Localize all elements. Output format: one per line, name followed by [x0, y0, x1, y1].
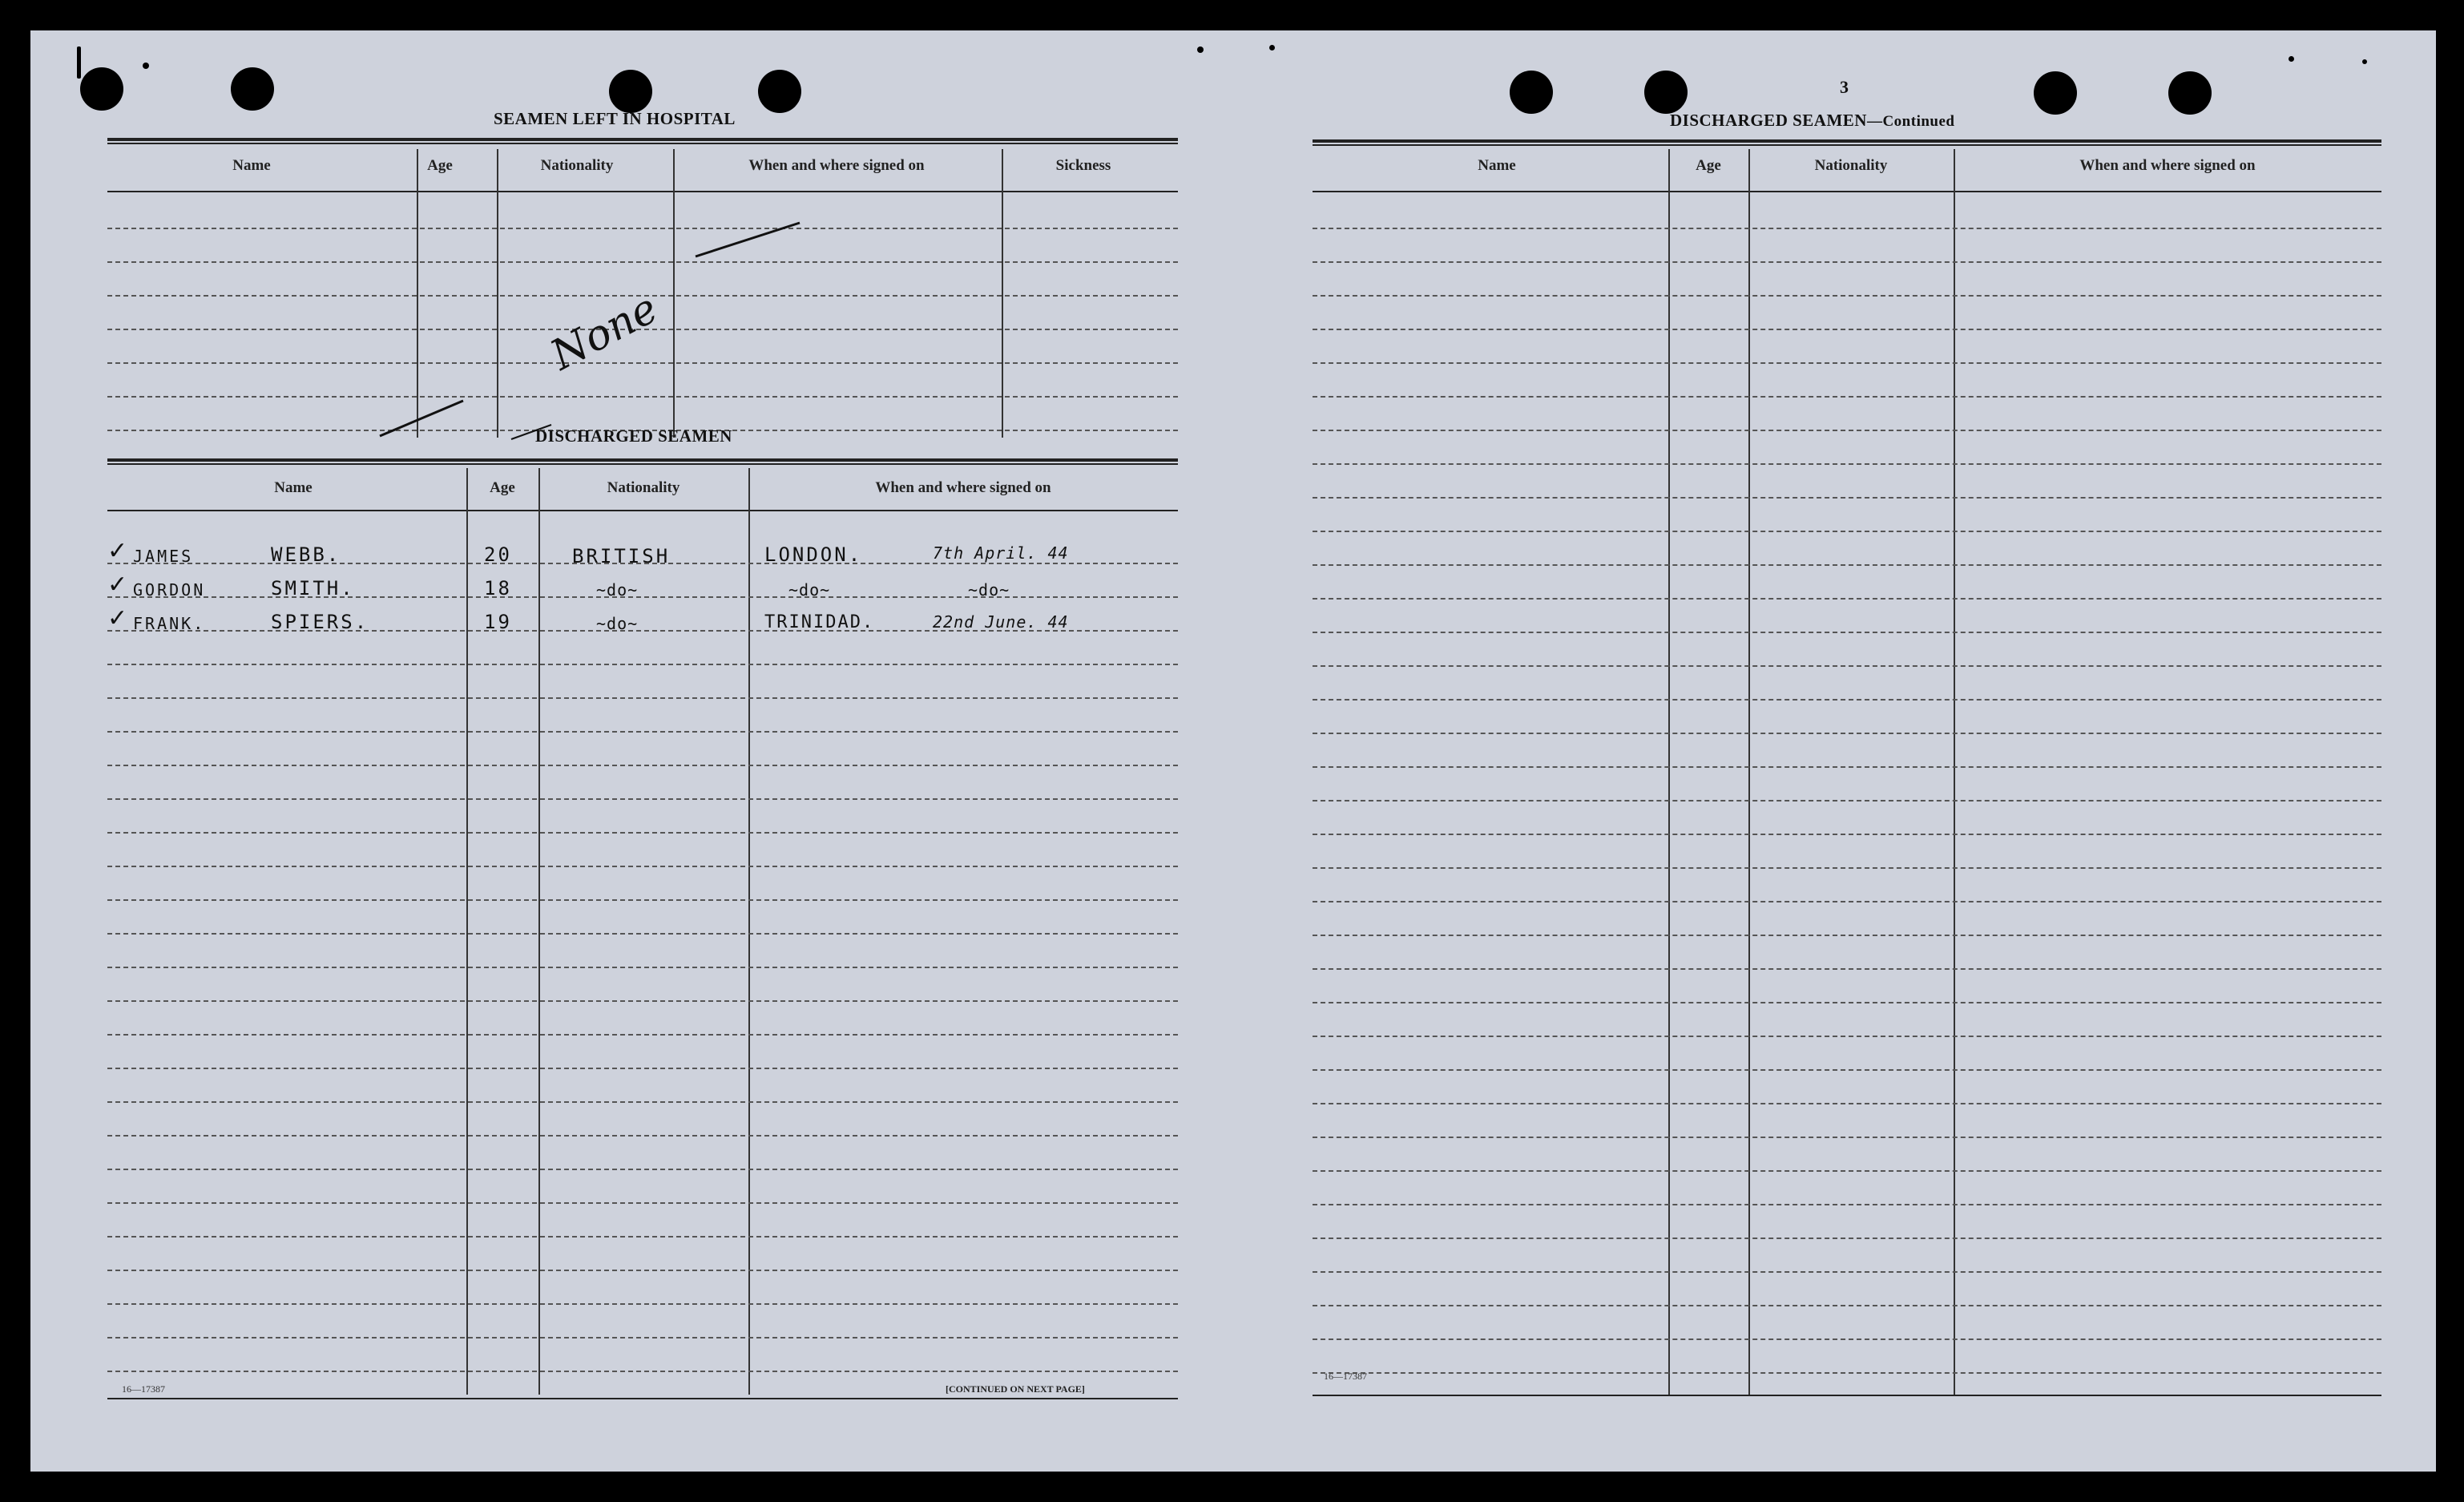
hospital-top-rule-thin — [107, 143, 1178, 144]
punch-hole — [2034, 71, 2077, 115]
right-section-title-main: DISCHARGED SEAMEN — [1670, 111, 1867, 130]
right-row-rule — [1313, 1305, 2381, 1306]
right-row-rule — [1313, 329, 2381, 330]
continued-note: [CONTINUED ON NEXT PAGE] — [946, 1383, 1085, 1395]
right-row-rule — [1313, 834, 2381, 835]
hospital-col-divider — [1002, 149, 1003, 438]
row-check-mark: ✓ — [107, 538, 128, 564]
right-row-rule — [1313, 901, 2381, 902]
seaman-age: 20 — [484, 543, 512, 566]
right-row-rule — [1313, 935, 2381, 936]
discharged-col-name: Name — [274, 479, 313, 496]
ink-speck — [2362, 59, 2367, 64]
discharged-bottom-rule — [107, 1398, 1178, 1399]
right-row-rule — [1313, 497, 2381, 499]
right-row-rule — [1313, 766, 2381, 768]
left-form-code: 16—17387 — [122, 1383, 165, 1395]
punch-hole — [80, 67, 123, 111]
discharged-header-rule — [107, 510, 1178, 511]
discharged-row-rule — [107, 1371, 1178, 1372]
discharged-row-rule — [107, 1068, 1178, 1069]
right-col-name: Name — [1478, 157, 1516, 174]
right-top-rule-thin — [1313, 144, 2381, 146]
seaman-signed-place: LONDON. — [764, 543, 863, 566]
seaman-age: 19 — [484, 611, 512, 633]
ledger-sheet — [30, 30, 2436, 1472]
seaman-nationality: ~do~ — [596, 580, 639, 600]
seaman-last-name: WEBB. — [271, 543, 341, 566]
right-row-rule — [1313, 228, 2381, 229]
discharged-row-rule — [107, 1135, 1178, 1137]
hospital-col-nationality: Nationality — [540, 157, 614, 174]
punch-hole — [231, 67, 274, 111]
discharged-row-rule — [107, 630, 1178, 632]
discharged-col-divider — [748, 468, 750, 1395]
discharged-row-rule — [107, 1270, 1178, 1271]
right-row-rule — [1313, 1338, 2381, 1340]
discharged-row-rule — [107, 765, 1178, 766]
discharged-col-divider — [466, 468, 468, 1395]
discharged-row-rule — [107, 832, 1178, 834]
seaman-last-name: SMITH. — [271, 577, 355, 600]
right-row-rule — [1313, 1036, 2381, 1037]
seaman-first-name: JAMES — [133, 547, 194, 566]
punch-hole — [609, 70, 652, 113]
seaman-nationality: BRITISH — [572, 545, 671, 567]
right-row-rule — [1313, 1372, 2381, 1374]
right-top-rule — [1313, 139, 2381, 143]
discharged-row-rule — [107, 866, 1178, 867]
discharged-col-age: Age — [490, 479, 515, 496]
discharged-section-title: DISCHARGED SEAMEN — [535, 426, 732, 446]
seaman-nationality: ~do~ — [596, 614, 639, 633]
discharged-row-rule — [107, 933, 1178, 935]
right-row-rule — [1313, 1002, 2381, 1003]
right-row-rule — [1313, 632, 2381, 633]
right-section-title — [1670, 111, 1954, 131]
row-check-mark: ✓ — [107, 605, 128, 632]
right-bottom-rule — [1313, 1395, 2381, 1396]
ink-speck — [143, 63, 149, 69]
discharged-row-rule — [107, 798, 1178, 800]
hospital-col-signed-on: When and where signed on — [748, 157, 925, 174]
ink-speck — [1197, 46, 1204, 53]
discharged-row-rule — [107, 1169, 1178, 1170]
discharged-row-rule — [107, 967, 1178, 968]
discharged-col-signed-on: When and where signed on — [875, 479, 1051, 496]
seaman-signed-date: ~do~ — [968, 580, 1010, 600]
right-row-rule — [1313, 396, 2381, 398]
row-check-mark: ✓ — [107, 571, 128, 598]
right-row-rule — [1313, 1103, 2381, 1104]
right-row-rule — [1313, 665, 2381, 667]
punch-hole — [1510, 71, 1553, 114]
right-col-divider — [1748, 149, 1750, 1395]
right-row-rule — [1313, 800, 2381, 801]
discharged-row-rule — [107, 563, 1178, 564]
discharged-row-rule — [107, 1236, 1178, 1238]
hospital-section-title: SEAMEN LEFT IN HOSPITAL — [494, 109, 736, 128]
discharged-row-rule — [107, 697, 1178, 699]
right-row-rule — [1313, 261, 2381, 263]
right-row-rule — [1313, 1170, 2381, 1172]
right-row-rule — [1313, 1204, 2381, 1205]
discharged-row-rule — [107, 1202, 1178, 1204]
ink-speck — [2289, 56, 2294, 62]
hospital-none-note: None — [542, 284, 666, 380]
right-row-rule — [1313, 1271, 2381, 1273]
punch-hole — [1644, 71, 1688, 114]
discharged-row-rule — [107, 899, 1178, 901]
right-row-rule — [1313, 531, 2381, 532]
seaman-last-name: SPIERS. — [271, 611, 369, 633]
right-row-rule — [1313, 362, 2381, 364]
discharged-col-divider — [538, 468, 540, 1395]
right-header-rule — [1313, 191, 2381, 192]
discharged-row-rule — [107, 1101, 1178, 1103]
seaman-age: 18 — [484, 577, 512, 600]
discharged-row-rule — [107, 1337, 1178, 1338]
discharged-top-rule-thin — [107, 463, 1178, 465]
discharged-top-rule — [107, 458, 1178, 462]
discharged-row-rule — [107, 596, 1178, 598]
right-row-rule — [1313, 564, 2381, 566]
right-col-divider — [1954, 149, 1955, 1395]
hospital-top-rule — [107, 138, 1178, 141]
page-number: 3 — [1840, 77, 1849, 97]
discharged-row-rule — [107, 731, 1178, 733]
right-row-rule — [1313, 430, 2381, 431]
ink-speck — [1269, 45, 1275, 50]
right-form-code: 16—17387 — [1324, 1371, 1367, 1382]
right-row-rule — [1313, 1238, 2381, 1239]
hospital-header-rule — [107, 191, 1178, 192]
seaman-first-name: GORDON — [133, 580, 206, 600]
seaman-signed-date: 7th April. 44 — [933, 543, 1069, 563]
right-row-rule — [1313, 968, 2381, 970]
right-row-rule — [1313, 699, 2381, 701]
right-col-divider — [1668, 149, 1670, 1395]
discharged-row-rule — [107, 1303, 1178, 1305]
seaman-signed-date: 22nd June. 44 — [933, 612, 1069, 632]
punch-hole — [758, 70, 801, 113]
discharged-row-rule — [107, 664, 1178, 665]
hospital-col-sickness: Sickness — [1055, 157, 1111, 174]
right-col-nationality: Nationality — [1814, 157, 1888, 174]
seaman-first-name: FRANK. — [133, 614, 206, 633]
right-col-signed-on: When and where signed on — [2079, 157, 2256, 174]
right-row-rule — [1313, 598, 2381, 600]
punch-hole — [2168, 71, 2212, 115]
right-row-rule — [1313, 1069, 2381, 1071]
right-section-title-suffix: —Continued — [1866, 113, 1955, 130]
right-col-age: Age — [1696, 157, 1721, 174]
ink-speck — [77, 46, 81, 79]
hospital-col-name: Name — [232, 157, 271, 174]
discharged-col-nationality: Nationality — [607, 479, 680, 496]
hospital-col-age: Age — [427, 157, 453, 174]
right-row-rule — [1313, 463, 2381, 465]
discharged-row-rule — [107, 1034, 1178, 1036]
right-row-rule — [1313, 867, 2381, 869]
right-row-rule — [1313, 1137, 2381, 1138]
right-row-rule — [1313, 733, 2381, 734]
discharged-row-rule — [107, 1000, 1178, 1002]
seaman-signed-place: TRINIDAD. — [764, 612, 875, 632]
right-row-rule — [1313, 295, 2381, 297]
seaman-signed-place: ~do~ — [788, 580, 831, 600]
